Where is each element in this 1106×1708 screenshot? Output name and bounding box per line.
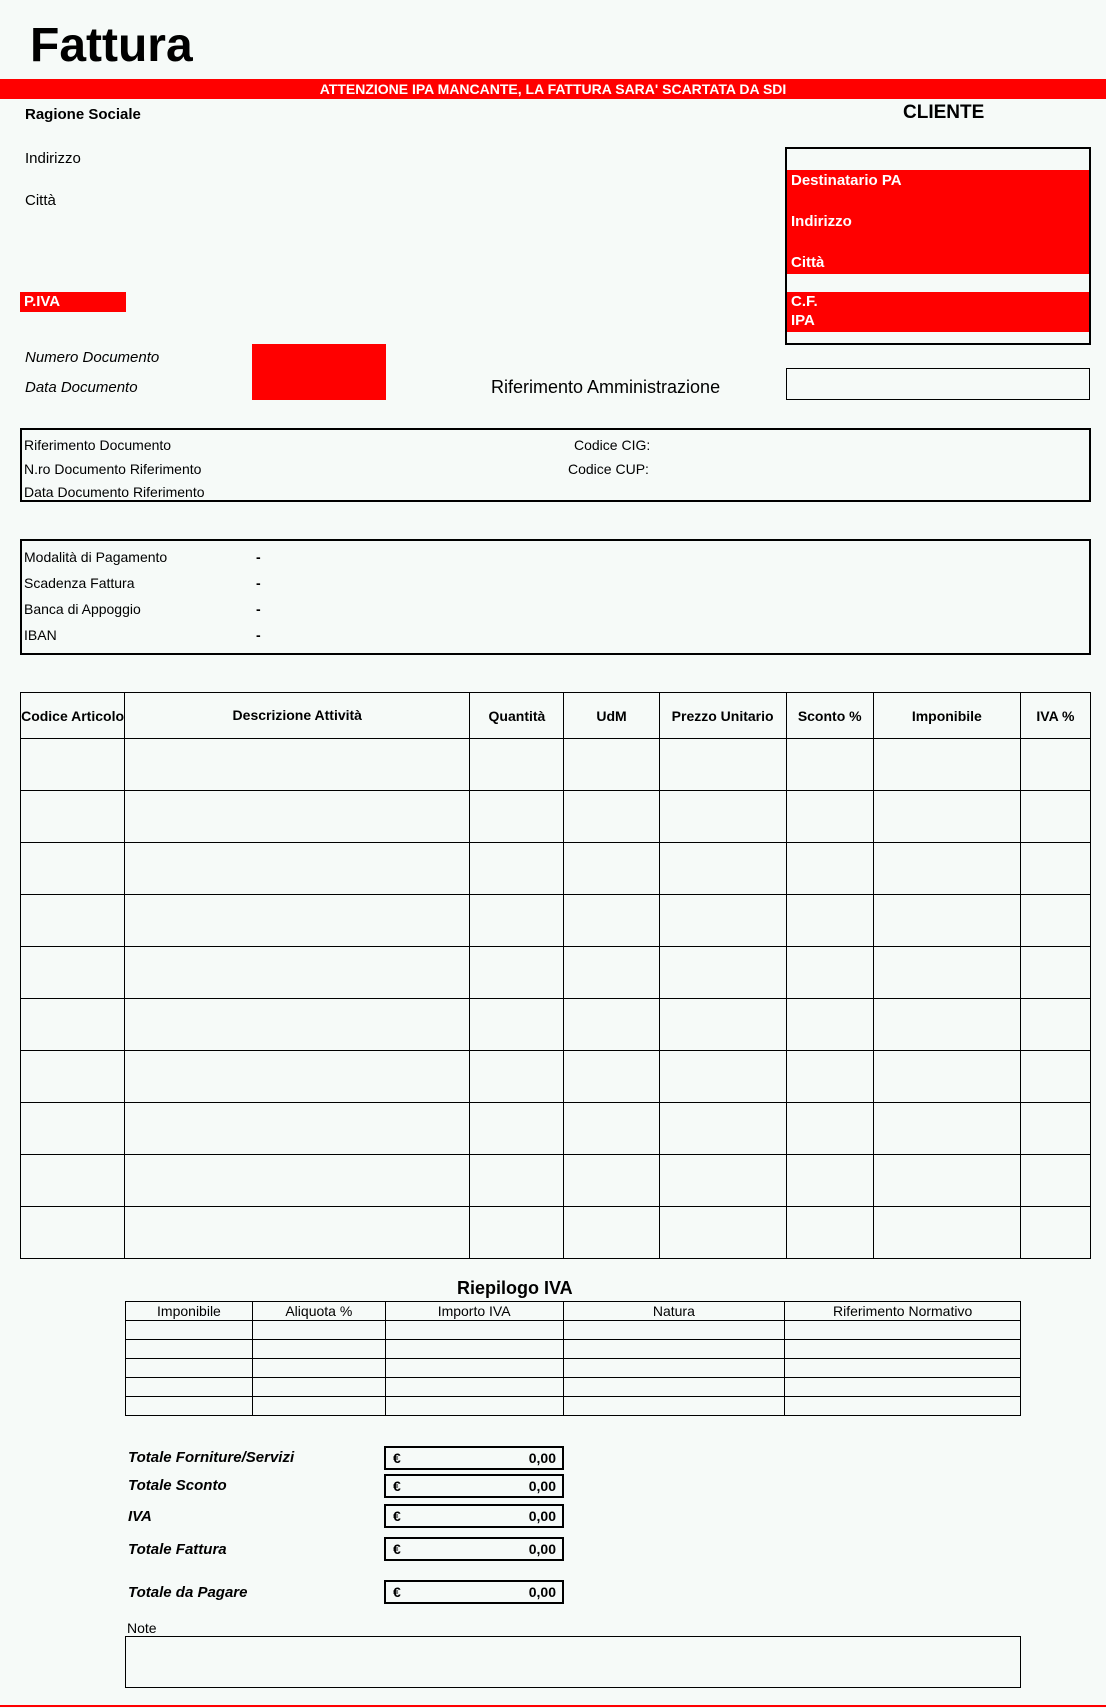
- item-cell[interactable]: [786, 791, 873, 843]
- item-cell[interactable]: [564, 1051, 659, 1103]
- item-cell[interactable]: [125, 947, 470, 999]
- riepilogo-cell[interactable]: [785, 1397, 1021, 1416]
- item-cell[interactable]: [659, 947, 786, 999]
- iva-total-field: [384, 1504, 564, 1528]
- col-quantita: Quantità: [470, 693, 564, 739]
- seller-piva: P.IVA: [20, 292, 126, 312]
- data-documento-rif-label: Data Documento Riferimento: [24, 484, 205, 500]
- item-cell[interactable]: [786, 1103, 873, 1155]
- riepilogo-cell[interactable]: [252, 1397, 385, 1416]
- riepilogo-cell[interactable]: [126, 1340, 253, 1359]
- item-cell[interactable]: [21, 739, 125, 791]
- currency-symbol: €: [393, 1508, 401, 1524]
- item-cell[interactable]: [1020, 1051, 1090, 1103]
- item-cell[interactable]: [786, 1051, 873, 1103]
- item-cell[interactable]: [21, 999, 125, 1051]
- item-cell[interactable]: [659, 1103, 786, 1155]
- riepilogo-cell[interactable]: [385, 1397, 563, 1416]
- riepilogo-cell[interactable]: [126, 1359, 253, 1378]
- item-cell[interactable]: [470, 999, 564, 1051]
- client-address-block: [787, 170, 1089, 274]
- item-cell[interactable]: [470, 947, 564, 999]
- riepilogo-cell[interactable]: [563, 1378, 785, 1397]
- data-documento-label: Data Documento: [25, 379, 138, 396]
- item-cell[interactable]: [564, 1103, 659, 1155]
- item-cell[interactable]: [659, 739, 786, 791]
- riep-col-natura: Natura: [563, 1302, 785, 1321]
- item-cell[interactable]: [873, 791, 1020, 843]
- riepilogo-cell[interactable]: [385, 1340, 563, 1359]
- seller-ragione-sociale: Ragione Sociale: [25, 106, 141, 123]
- payment-bank-value: -: [256, 601, 261, 617]
- item-cell[interactable]: [470, 739, 564, 791]
- iva-total-value: 0,00: [528, 1508, 556, 1524]
- item-cell[interactable]: [470, 895, 564, 947]
- col-prezzo-unitario: Prezzo Unitario: [659, 693, 786, 739]
- item-cell[interactable]: [786, 1207, 873, 1259]
- item-cell[interactable]: [470, 1103, 564, 1155]
- riep-col-imponibile: Imponibile: [126, 1302, 253, 1321]
- item-cell[interactable]: [125, 791, 470, 843]
- currency-symbol: €: [393, 1478, 401, 1494]
- item-cell[interactable]: [1020, 947, 1090, 999]
- col-imponibile: Imponibile: [873, 693, 1020, 739]
- document-number-date-field[interactable]: [252, 344, 386, 400]
- items-table: [20, 692, 1091, 1259]
- item-cell[interactable]: [125, 1207, 470, 1259]
- totale-sconto-value: 0,00: [528, 1478, 556, 1494]
- currency-symbol: €: [393, 1450, 401, 1466]
- riepilogo-cell[interactable]: [126, 1397, 253, 1416]
- item-cell[interactable]: [21, 1155, 125, 1207]
- totale-sconto-field: [384, 1474, 564, 1498]
- riferimento-amministrazione-label: Riferimento Amministrazione: [491, 377, 721, 397]
- item-cell[interactable]: [1020, 843, 1090, 895]
- client-fiscal-block: [787, 292, 1089, 332]
- item-cell[interactable]: [1020, 739, 1090, 791]
- item-row: [21, 739, 1091, 791]
- item-row: [21, 1103, 1091, 1155]
- col-sconto: Sconto %: [786, 693, 873, 739]
- item-cell[interactable]: [564, 1207, 659, 1259]
- currency-symbol: €: [393, 1541, 401, 1557]
- riepilogo-cell[interactable]: [252, 1321, 385, 1340]
- item-cell[interactable]: [786, 999, 873, 1051]
- item-cell[interactable]: [564, 895, 659, 947]
- col-descrizione: Descrizione Attività: [125, 693, 470, 739]
- riepilogo-cell[interactable]: [385, 1359, 563, 1378]
- item-cell[interactable]: [1020, 1155, 1090, 1207]
- totale-forniture-label: Totale Forniture/Servizi: [128, 1449, 295, 1466]
- item-cell[interactable]: [659, 895, 786, 947]
- item-cell[interactable]: [125, 895, 470, 947]
- seller-indirizzo: Indirizzo: [25, 150, 81, 167]
- item-cell[interactable]: [21, 947, 125, 999]
- item-cell[interactable]: [873, 843, 1020, 895]
- item-row: [21, 843, 1091, 895]
- page-title: Fattura: [30, 19, 193, 72]
- payment-due-value: -: [256, 575, 261, 591]
- payment-method-label: Modalità di Pagamento: [24, 549, 168, 565]
- payment-iban-value: -: [256, 627, 261, 643]
- client-heading: CLIENTE: [903, 102, 985, 123]
- nro-documento-label: N.ro Documento Riferimento: [24, 461, 202, 477]
- riepilogo-cell[interactable]: [385, 1321, 563, 1340]
- item-cell[interactable]: [564, 739, 659, 791]
- item-cell[interactable]: [1020, 1103, 1090, 1155]
- riepilogo-cell[interactable]: [563, 1397, 785, 1416]
- numero-documento-label: Numero Documento: [25, 349, 160, 366]
- riepilogo-cell[interactable]: [785, 1321, 1021, 1340]
- item-cell[interactable]: [21, 843, 125, 895]
- riepilogo-cell[interactable]: [385, 1378, 563, 1397]
- client-destinatario: Destinatario PA: [791, 172, 902, 189]
- riepilogo-row: [126, 1397, 1021, 1416]
- riepilogo-cell[interactable]: [785, 1359, 1021, 1378]
- payment-due-label: Scadenza Fattura: [24, 575, 135, 591]
- iva-total-label: IVA: [128, 1508, 152, 1525]
- col-codice-articolo: Codice Articolo: [21, 693, 125, 739]
- riepilogo-cell[interactable]: [126, 1378, 253, 1397]
- payment-box: [20, 539, 1091, 655]
- totale-forniture-value: 0,00: [528, 1450, 556, 1466]
- item-row: [21, 895, 1091, 947]
- totale-fattura-label: Totale Fattura: [128, 1541, 227, 1558]
- item-cell[interactable]: [1020, 791, 1090, 843]
- note-field[interactable]: [125, 1636, 1021, 1688]
- client-citta: Città: [791, 254, 825, 271]
- riepilogo-cell[interactable]: [252, 1378, 385, 1397]
- item-cell[interactable]: [1020, 895, 1090, 947]
- item-cell[interactable]: [786, 947, 873, 999]
- item-cell[interactable]: [873, 739, 1020, 791]
- item-cell[interactable]: [470, 1155, 564, 1207]
- item-cell[interactable]: [21, 1207, 125, 1259]
- item-cell[interactable]: [564, 843, 659, 895]
- item-cell[interactable]: [659, 1155, 786, 1207]
- item-cell[interactable]: [659, 1051, 786, 1103]
- payment-method-value: -: [256, 549, 261, 565]
- item-cell[interactable]: [659, 843, 786, 895]
- totale-pagare-field: [384, 1580, 564, 1604]
- item-cell[interactable]: [659, 791, 786, 843]
- note-label: Note: [127, 1620, 157, 1636]
- item-cell[interactable]: [21, 1051, 125, 1103]
- client-ipa: IPA: [791, 312, 815, 329]
- item-cell[interactable]: [659, 1207, 786, 1259]
- totale-fattura-value: 0,00: [528, 1541, 556, 1557]
- item-cell[interactable]: [21, 1103, 125, 1155]
- item-row: [21, 1155, 1091, 1207]
- totale-forniture-field: [384, 1446, 564, 1470]
- item-cell[interactable]: [470, 1207, 564, 1259]
- riep-col-riferimento: Riferimento Normativo: [785, 1302, 1021, 1321]
- col-iva: IVA %: [1020, 693, 1090, 739]
- riepilogo-cell[interactable]: [252, 1340, 385, 1359]
- item-cell[interactable]: [786, 895, 873, 947]
- col-udm: UdM: [564, 693, 659, 739]
- ipa-warning-banner: ATTENZIONE IPA MANCANTE, LA FATTURA SARA' SCARTATA DA SDI: [0, 79, 1106, 99]
- item-cell[interactable]: [125, 999, 470, 1051]
- item-cell[interactable]: [786, 1155, 873, 1207]
- riepilogo-table: [125, 1301, 1021, 1416]
- codice-cig-label: Codice CIG:: [574, 437, 651, 453]
- riepilogo-header-row: [126, 1302, 1021, 1321]
- item-cell[interactable]: [125, 1051, 470, 1103]
- bottom-divider: [0, 1705, 1106, 1707]
- item-cell[interactable]: [873, 1051, 1020, 1103]
- item-cell[interactable]: [470, 843, 564, 895]
- item-cell[interactable]: [564, 791, 659, 843]
- codice-cup-label: Codice CUP:: [568, 461, 649, 477]
- item-cell[interactable]: [1020, 999, 1090, 1051]
- item-cell[interactable]: [21, 791, 125, 843]
- riepilogo-cell[interactable]: [785, 1340, 1021, 1359]
- rif-documento-label: Riferimento Documento: [24, 437, 172, 453]
- riep-col-aliquota: Aliquota %: [252, 1302, 385, 1321]
- riepilogo-row: [126, 1359, 1021, 1378]
- totale-fattura-field: [384, 1537, 564, 1561]
- item-cell[interactable]: [564, 999, 659, 1051]
- riepilogo-cell[interactable]: [563, 1359, 785, 1378]
- item-row: [21, 1207, 1091, 1259]
- riepilogo-cell[interactable]: [563, 1340, 785, 1359]
- totale-pagare-label: Totale da Pagare: [128, 1584, 248, 1601]
- item-row: [21, 947, 1091, 999]
- riepilogo-cell[interactable]: [126, 1321, 253, 1340]
- totale-sconto-label: Totale Sconto: [128, 1477, 227, 1494]
- totale-pagare-value: 0,00: [528, 1584, 556, 1600]
- item-cell[interactable]: [125, 739, 470, 791]
- item-cell[interactable]: [564, 947, 659, 999]
- seller-citta: Città: [25, 192, 56, 209]
- riepilogo-row: [126, 1321, 1021, 1340]
- item-cell[interactable]: [125, 843, 470, 895]
- currency-symbol: €: [393, 1584, 401, 1600]
- item-cell[interactable]: [786, 843, 873, 895]
- item-cell[interactable]: [470, 1051, 564, 1103]
- item-cell[interactable]: [125, 1103, 470, 1155]
- client-cf: C.F.: [791, 293, 818, 310]
- references-box: [20, 428, 1091, 502]
- item-cell[interactable]: [786, 739, 873, 791]
- item-cell[interactable]: [470, 791, 564, 843]
- item-cell[interactable]: [873, 999, 1020, 1051]
- item-cell[interactable]: [873, 1207, 1020, 1259]
- riepilogo-row: [126, 1378, 1021, 1397]
- riferimento-amministrazione-field[interactable]: [786, 368, 1090, 400]
- riep-col-importo-iva: Importo IVA: [385, 1302, 563, 1321]
- payment-iban-label: IBAN: [24, 627, 57, 643]
- client-indirizzo: Indirizzo: [791, 213, 852, 230]
- item-cell[interactable]: [125, 1155, 470, 1207]
- item-cell[interactable]: [873, 947, 1020, 999]
- item-row: [21, 999, 1091, 1051]
- item-cell[interactable]: [564, 1155, 659, 1207]
- items-header-row: [21, 693, 1091, 739]
- item-row: [21, 1051, 1091, 1103]
- item-cell[interactable]: [873, 895, 1020, 947]
- item-cell[interactable]: [659, 999, 786, 1051]
- riepilogo-cell[interactable]: [252, 1359, 385, 1378]
- riepilogo-cell[interactable]: [785, 1378, 1021, 1397]
- item-cell[interactable]: [873, 1103, 1020, 1155]
- item-cell[interactable]: [873, 1155, 1020, 1207]
- item-cell[interactable]: [21, 895, 125, 947]
- riepilogo-cell[interactable]: [563, 1321, 785, 1340]
- item-cell[interactable]: [1020, 1207, 1090, 1259]
- riepilogo-row: [126, 1340, 1021, 1359]
- item-row: [21, 791, 1091, 843]
- riepilogo-title: Riepilogo IVA: [457, 1278, 573, 1298]
- payment-bank-label: Banca di Appoggio: [24, 601, 141, 617]
- client-box: [785, 147, 1091, 345]
